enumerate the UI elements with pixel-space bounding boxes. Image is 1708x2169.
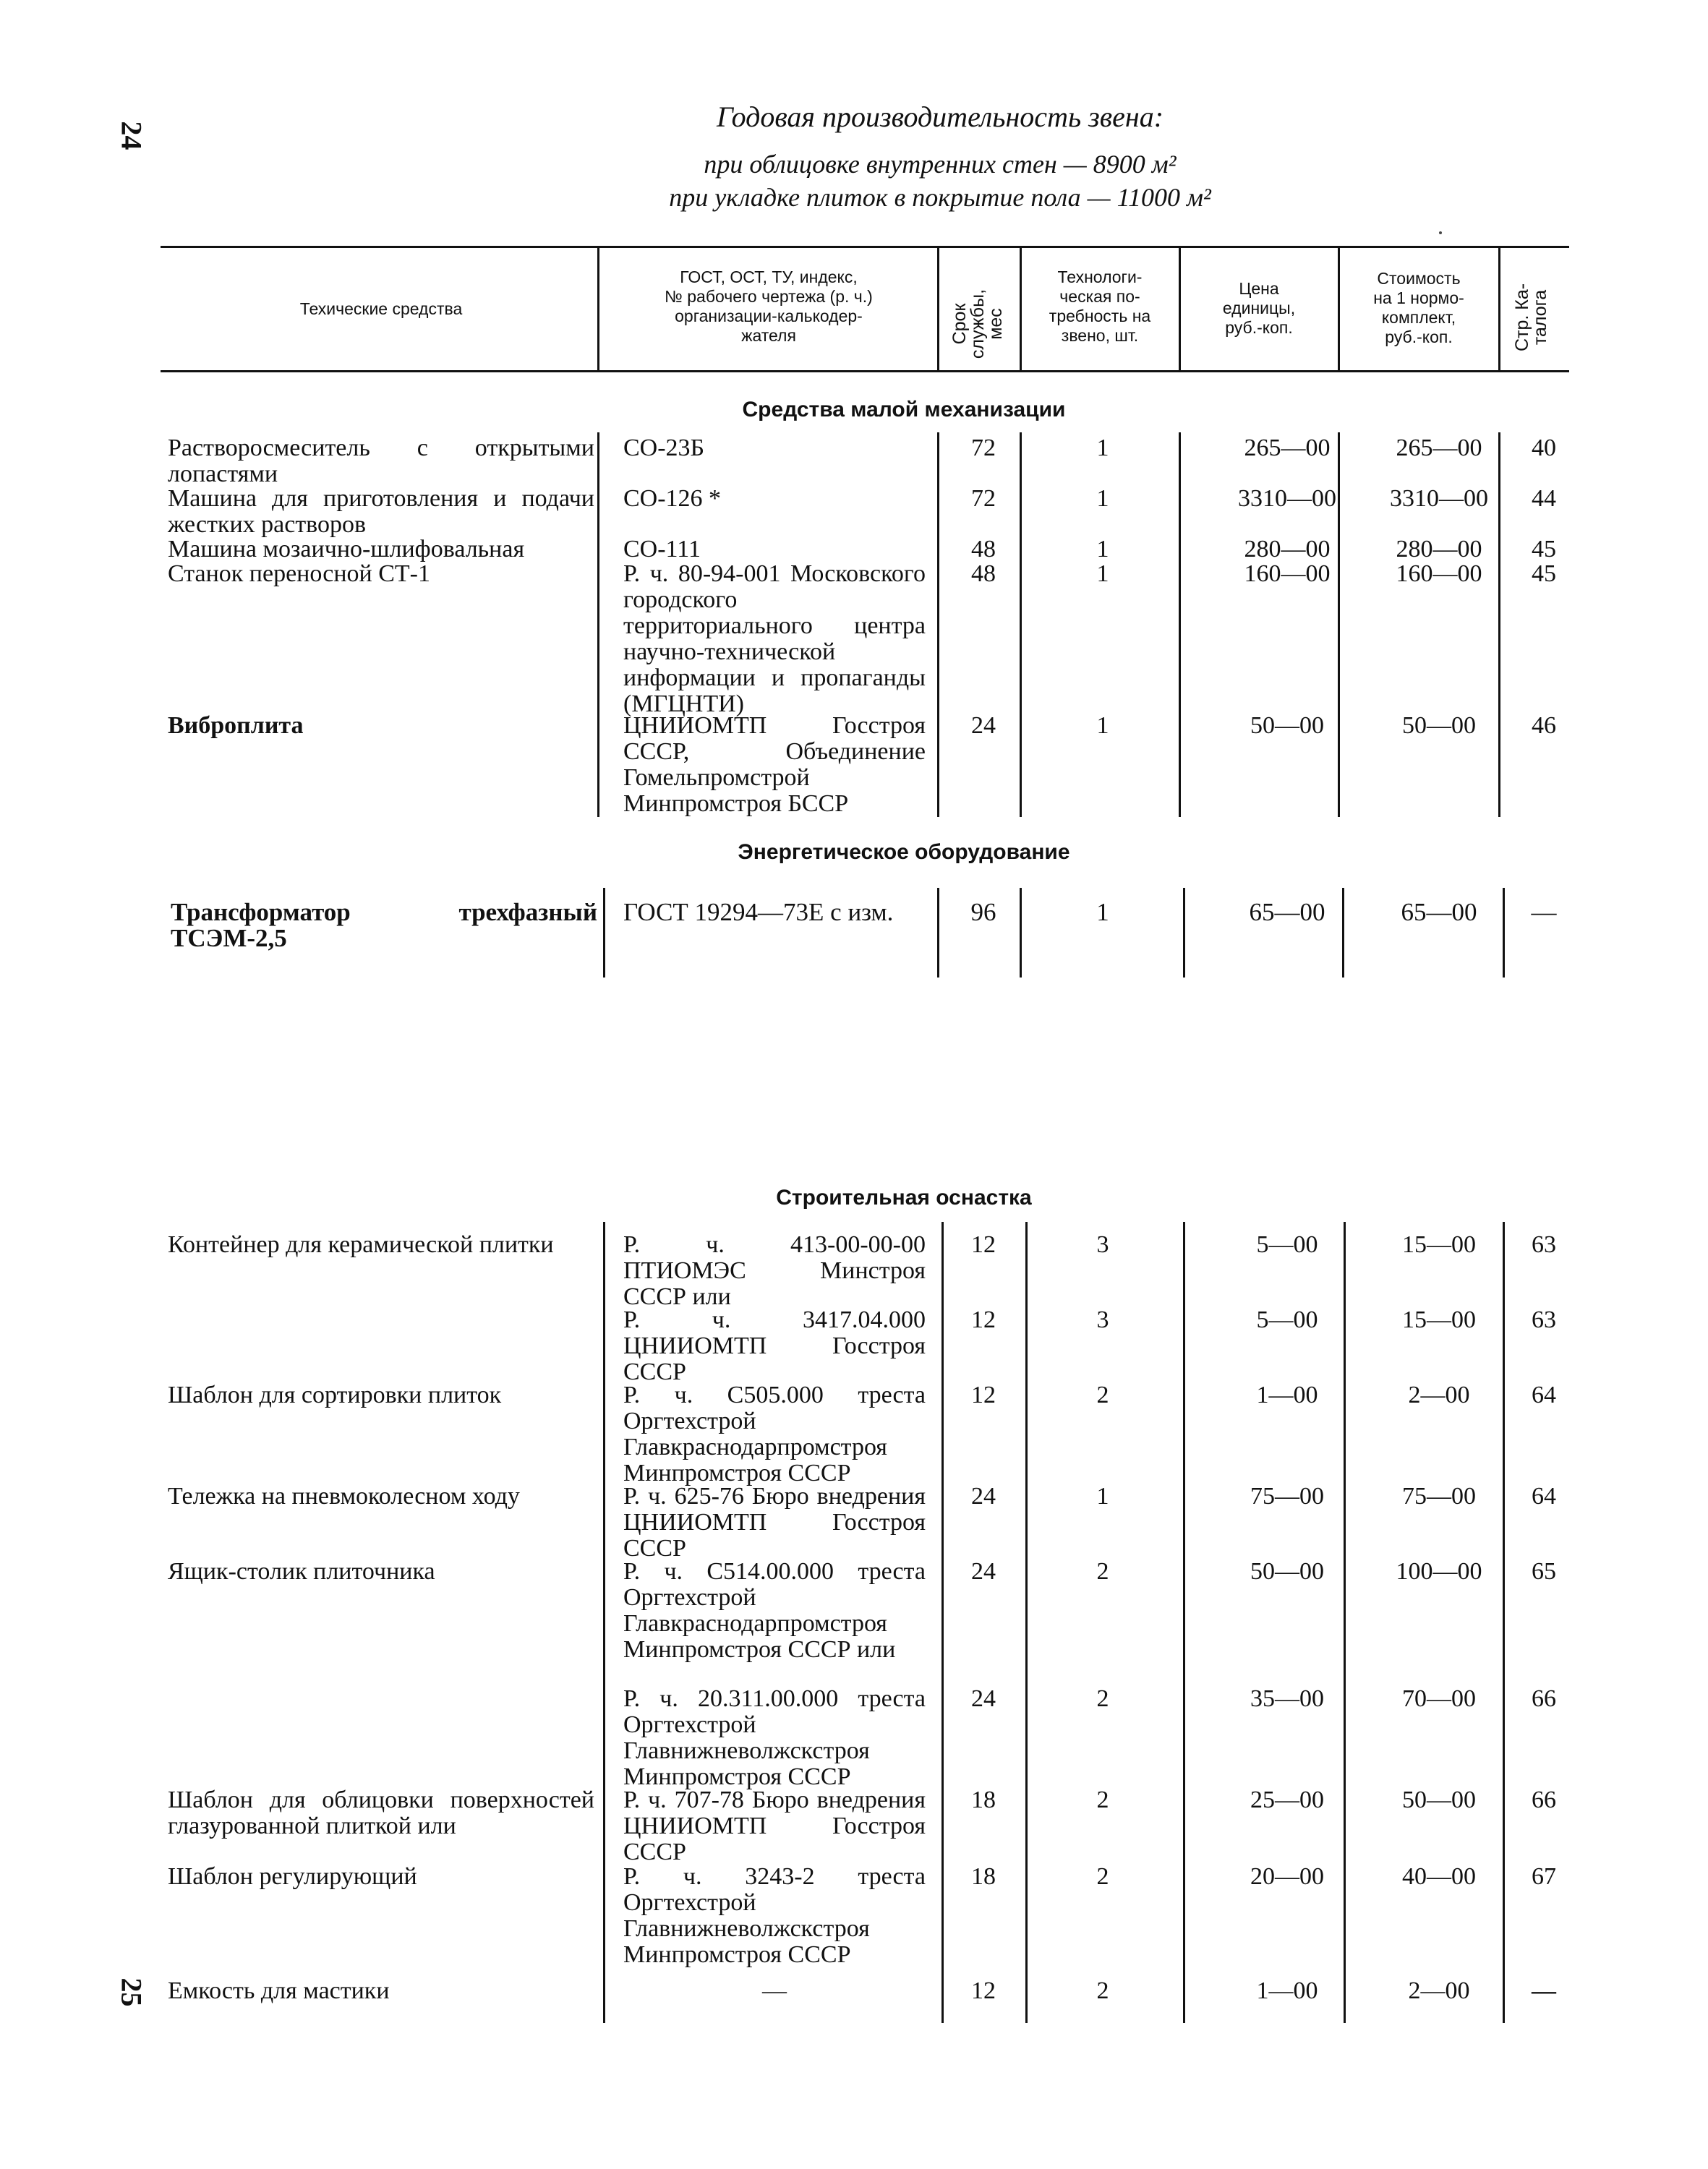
row-service: 48 [971,536,996,562]
row-name: Машина для приготовления и подачи жестких растворов [168,485,594,538]
row-code: Р. ч. С505.000 треста Оргтехстрой Главкраснодарпромстроя Минпромстроя СССР [623,1382,926,1486]
col-header-need: Технологи- ческая по- требность на звено, шт. [1049,268,1151,345]
row-page: 40 [1532,435,1556,461]
row-name: Емкость для мастики [168,1977,390,2004]
row-cost: 50—00 [1402,712,1476,739]
col-divider [1338,248,1340,370]
row-need: 2 [1096,1558,1109,1585]
row-code: ЦНИИОМТП Госстроя СССР, Объединение Гомельпромстрой Минпромстроя БССР [623,712,926,817]
row-service: 24 [971,1558,996,1585]
row-cost: 265—00 [1396,435,1482,461]
col-divider [1020,248,1022,370]
row-need: 1 [1096,712,1109,739]
row-need: 3 [1096,1306,1109,1333]
row-name: Машина мозаично-шлифовальная [168,536,525,562]
productivity-floor: при укладке плиток в покрытие пола — 11000 м² [669,183,1211,212]
row-need: 2 [1096,1863,1109,1890]
row-name: Шаблон для сортировки плиток [168,1382,502,1408]
col-header-code: ГОСТ, ОСТ, ТУ, индекс, № рабочего чертежа (р. ч.) организации-калькодер- жателя [665,268,873,345]
row-cost: 65—00 [1401,898,1477,926]
row-need: 2 [1096,1382,1109,1408]
row-name: Виброплита [168,712,304,739]
row-price: 50—00 [1250,712,1324,739]
col-divider [937,888,939,977]
row-name: Контейнер для керамической плитки [168,1231,554,1258]
row-cost: 100—00 [1396,1558,1482,1585]
row-name: Трансформатор трехфазный ТСЭМ-2,5 [171,898,597,952]
row-need: 1 [1096,435,1109,461]
row-cost: 70—00 [1402,1685,1476,1712]
row-code: Р. ч. 80-94-001 Московского городского территориального центра научно-технической информации и пропаганды (МГЦНТИ) [623,560,926,717]
row-code: СО-23Б [623,435,705,461]
row-page: 63 [1532,1231,1556,1258]
row-service: 48 [971,560,996,587]
productivity-title: Годовая производительность звена: [716,100,1164,133]
row-code: Р. ч. 3417.04.000 ЦНИИОМТП Госстроя СССР [623,1306,926,1385]
row-service: 18 [971,1787,996,1813]
col-header-price: Цена единицы, руб.-коп. [1222,279,1296,337]
col-divider [937,248,939,370]
row-service: 24 [971,712,996,739]
row-need: 1 [1096,485,1109,512]
row-page: 64 [1532,1382,1556,1408]
row-service: 24 [971,1685,996,1712]
row-need: 1 [1096,898,1109,926]
row-price: 65—00 [1249,898,1325,926]
row-page: — [1532,1977,1556,2004]
row-code: Р. ч. 625-76 Бюро внедрения ЦНИИОМТП Госстроя СССР [623,1483,926,1562]
row-page: 45 [1532,560,1556,587]
col-divider [1344,1222,1346,2023]
row-name: Станок переносной СТ-1 [168,560,430,587]
row-page: — [1531,898,1557,926]
row-service: 72 [971,485,996,512]
row-price: 50—00 [1250,1558,1324,1585]
col-divider [603,888,605,977]
row-code: Р. ч. 413-00-00-00 ПТИОМЭС Минстроя СССР или [623,1231,926,1310]
row-price: 1—00 [1256,1382,1318,1408]
row-price: 35—00 [1250,1685,1324,1712]
row-code: СО-111 [623,536,701,562]
row-service: 18 [971,1863,996,1890]
row-need: 1 [1096,560,1109,587]
row-cost: 3310—00 [1390,485,1488,512]
row-code: СО-126 * [623,485,722,512]
row-cost: 40—00 [1402,1863,1476,1890]
row-price: 160—00 [1244,560,1331,587]
col-header-service: Срок службы, мес [949,288,1006,359]
section-title: Энергетическое оборудование [738,840,1070,864]
col-header-cost: Стоимость на 1 нормо- комплект, руб.-коп. [1373,269,1464,346]
row-need: 2 [1096,1685,1109,1712]
row-service: 12 [971,1382,996,1408]
col-divider [597,432,599,817]
row-cost: 2—00 [1408,1977,1470,2004]
col-divider [1179,248,1181,370]
col-divider [1179,432,1181,817]
page-number-bottom: 25 [115,1977,148,2007]
row-service: 72 [971,435,996,461]
row-price: 280—00 [1244,536,1331,562]
row-page: 44 [1532,485,1556,512]
row-cost: 160—00 [1396,560,1482,587]
row-price: 5—00 [1256,1231,1318,1258]
row-page: 64 [1532,1483,1556,1510]
col-divider [1503,1222,1505,2023]
row-price: 5—00 [1256,1306,1318,1333]
row-cost: 50—00 [1402,1787,1476,1813]
col-divider [1183,1222,1185,2023]
scan-dot [1439,231,1442,234]
row-cost: 280—00 [1396,536,1482,562]
row-page: 66 [1532,1685,1556,1712]
col-divider [1183,888,1185,977]
row-need: 2 [1096,1977,1109,2004]
col-divider [941,1222,944,2023]
col-divider [603,1222,605,2023]
row-price: 3310—00 [1238,485,1336,512]
row-service: 24 [971,1483,996,1510]
row-cost: 15—00 [1402,1231,1476,1258]
row-need: 2 [1096,1787,1109,1813]
row-service: 96 [970,898,996,926]
table-top-rule [161,246,1569,248]
col-divider [937,432,939,817]
row-price: 75—00 [1250,1483,1324,1510]
row-name: Тележка на пневмоколесном ходу [168,1483,520,1510]
row-price: 1—00 [1256,1977,1318,2004]
row-name: Растворосмеситель с открытыми лопастями [168,435,594,487]
row-price: 20—00 [1250,1863,1324,1890]
section-title: Средства малой механизации [742,398,1066,422]
row-page: 66 [1532,1787,1556,1813]
row-price: 25—00 [1250,1787,1324,1813]
row-code: Р. ч. 3243-2 треста Оргтехстрой Главнижневолжскстроя Минпромстроя СССР [623,1863,926,1968]
row-name: Шаблон регулирующий [168,1863,417,1890]
col-header-name: Техические средства [299,299,463,318]
row-code: — [762,1977,787,2004]
row-cost: 15—00 [1402,1306,1476,1333]
row-need: 1 [1096,1483,1109,1510]
row-need: 3 [1096,1231,1109,1258]
row-name: Ящик-столик плиточника [168,1558,435,1585]
row-name: Шаблон для облицовки поверхностей глазурованной плиткой или [168,1787,594,1839]
col-divider [597,248,599,370]
row-code: ГОСТ 19294—73Е с изм. [623,898,894,926]
col-divider [1025,1222,1028,2023]
row-code: Р. ч. С514.00.000 треста Оргтехстрой Главкраснодарпромстроя Минпромстроя СССР или [623,1558,926,1663]
row-page: 63 [1532,1306,1556,1333]
section-title: Строительная оснастка [776,1186,1032,1210]
row-service: 12 [971,1977,996,2004]
row-need: 1 [1096,536,1109,562]
col-divider [1498,248,1500,370]
productivity-walls: при облицовке внутренних стен — 8900 м² [704,150,1177,179]
col-header-catalog-page: Стр. Ка- талога [1512,283,1550,352]
page-number-top: 24 [115,121,148,150]
row-service: 12 [971,1231,996,1258]
row-code: Р. ч. 707-78 Бюро внедрения ЦНИИОМТП Госстроя СССР [623,1787,926,1865]
row-cost: 2—00 [1408,1382,1470,1408]
table-header-rule [161,370,1569,372]
row-page: 65 [1532,1558,1556,1585]
row-price: 265—00 [1244,435,1331,461]
row-page: 45 [1532,536,1556,562]
row-page: 46 [1532,712,1556,739]
row-cost: 75—00 [1402,1483,1476,1510]
row-code: Р. ч. 20.311.00.000 треста Оргтехстрой Главнижневолжскстроя Минпромстроя СССР [623,1685,926,1790]
row-service: 12 [971,1306,996,1333]
row-page: 67 [1532,1863,1556,1890]
